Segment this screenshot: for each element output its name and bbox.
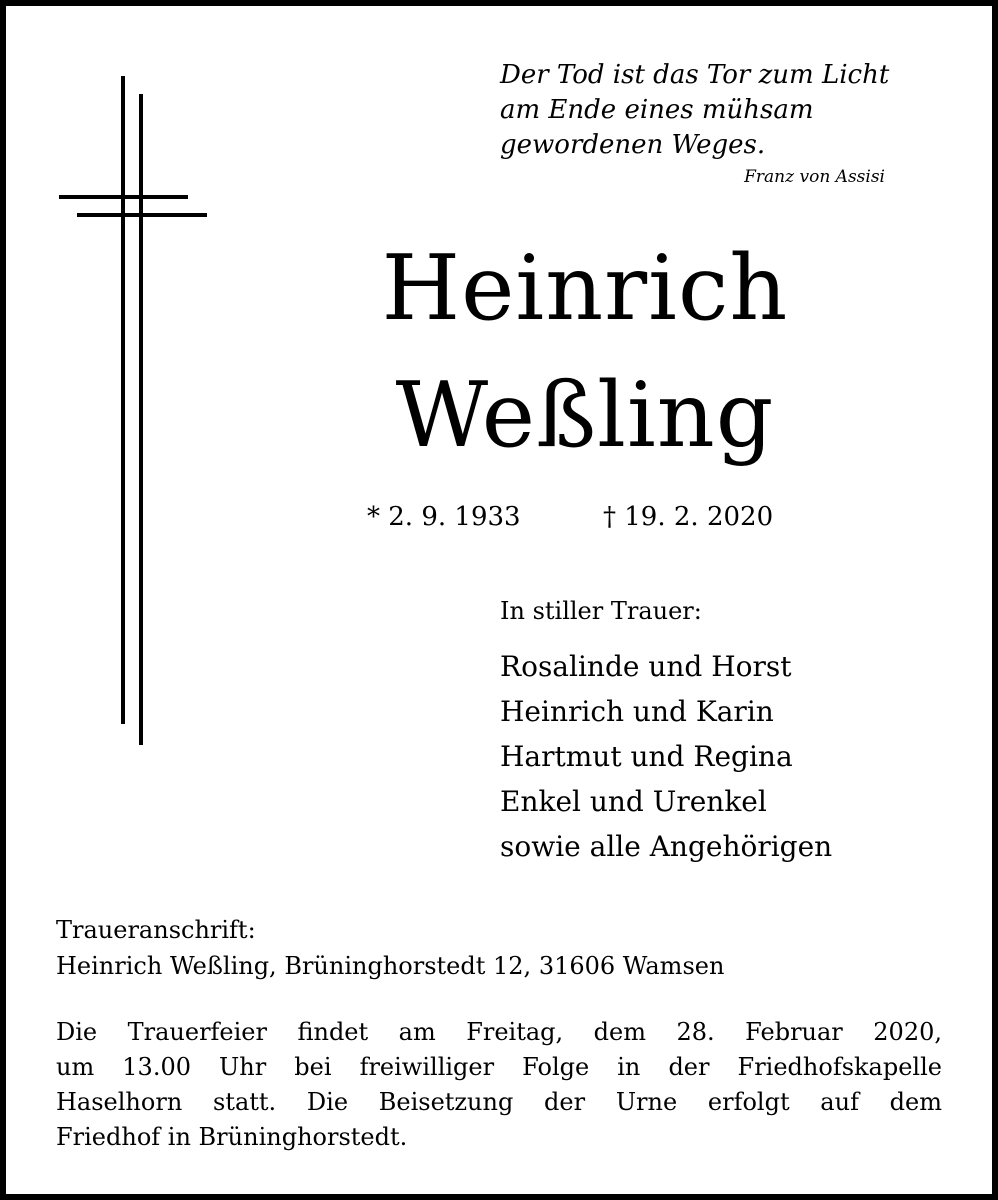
service-line: Haselhorn statt. Die Beisetzung der Urne erfolgt auf dem <box>56 1088 942 1116</box>
deceased-first-name: Heinrich <box>381 236 789 341</box>
mourner-entry: Rosalinde und Horst <box>500 650 792 683</box>
address-line: Heinrich Weßling, Brüninghorstedt 12, 31606 Wamsen <box>56 952 725 980</box>
quote <box>500 58 889 163</box>
death-date: † 19. 2. 2020 <box>603 502 774 532</box>
quote-line: gewordenen Weges. <box>500 130 766 160</box>
mourner-entry: Enkel und Urenkel <box>500 785 767 818</box>
mourner-entry: Heinrich und Karin <box>500 695 774 728</box>
mourning-label: In stiller Trauer: <box>500 597 702 625</box>
quote-line: am Ende eines mühsam <box>500 95 814 125</box>
address-label: Traueranschrift: <box>56 916 256 944</box>
service-line: um 13.00 Uhr bei freiwilliger Folge in der Friedhofskapelle <box>56 1053 942 1081</box>
birth-date: * 2. 9. 1933 <box>367 502 521 532</box>
service-line: Friedhof in Brüninghorstedt. <box>56 1123 408 1151</box>
mourning-address <box>56 912 724 984</box>
deceased-last-name: Weßling <box>395 363 775 468</box>
service-line: Die Trauerfeier findet am Freitag, dem 28. Februar 2020, <box>56 1018 942 1046</box>
mourners-list <box>500 644 832 869</box>
mourner-entry: sowie alle Angehörigen <box>500 830 833 863</box>
quote-author: Franz von Assisi <box>744 167 885 187</box>
funeral-service-info <box>56 1015 942 1155</box>
cross-horizontal-bar-2 <box>77 213 207 217</box>
cross-vertical-bar-1 <box>121 76 125 724</box>
cross-horizontal-bar-1 <box>59 195 188 199</box>
quote-line: Der Tod ist das Tor zum Licht <box>500 60 890 90</box>
cross-vertical-bar-2 <box>139 94 143 745</box>
mourner-entry: Hartmut und Regina <box>500 740 793 773</box>
